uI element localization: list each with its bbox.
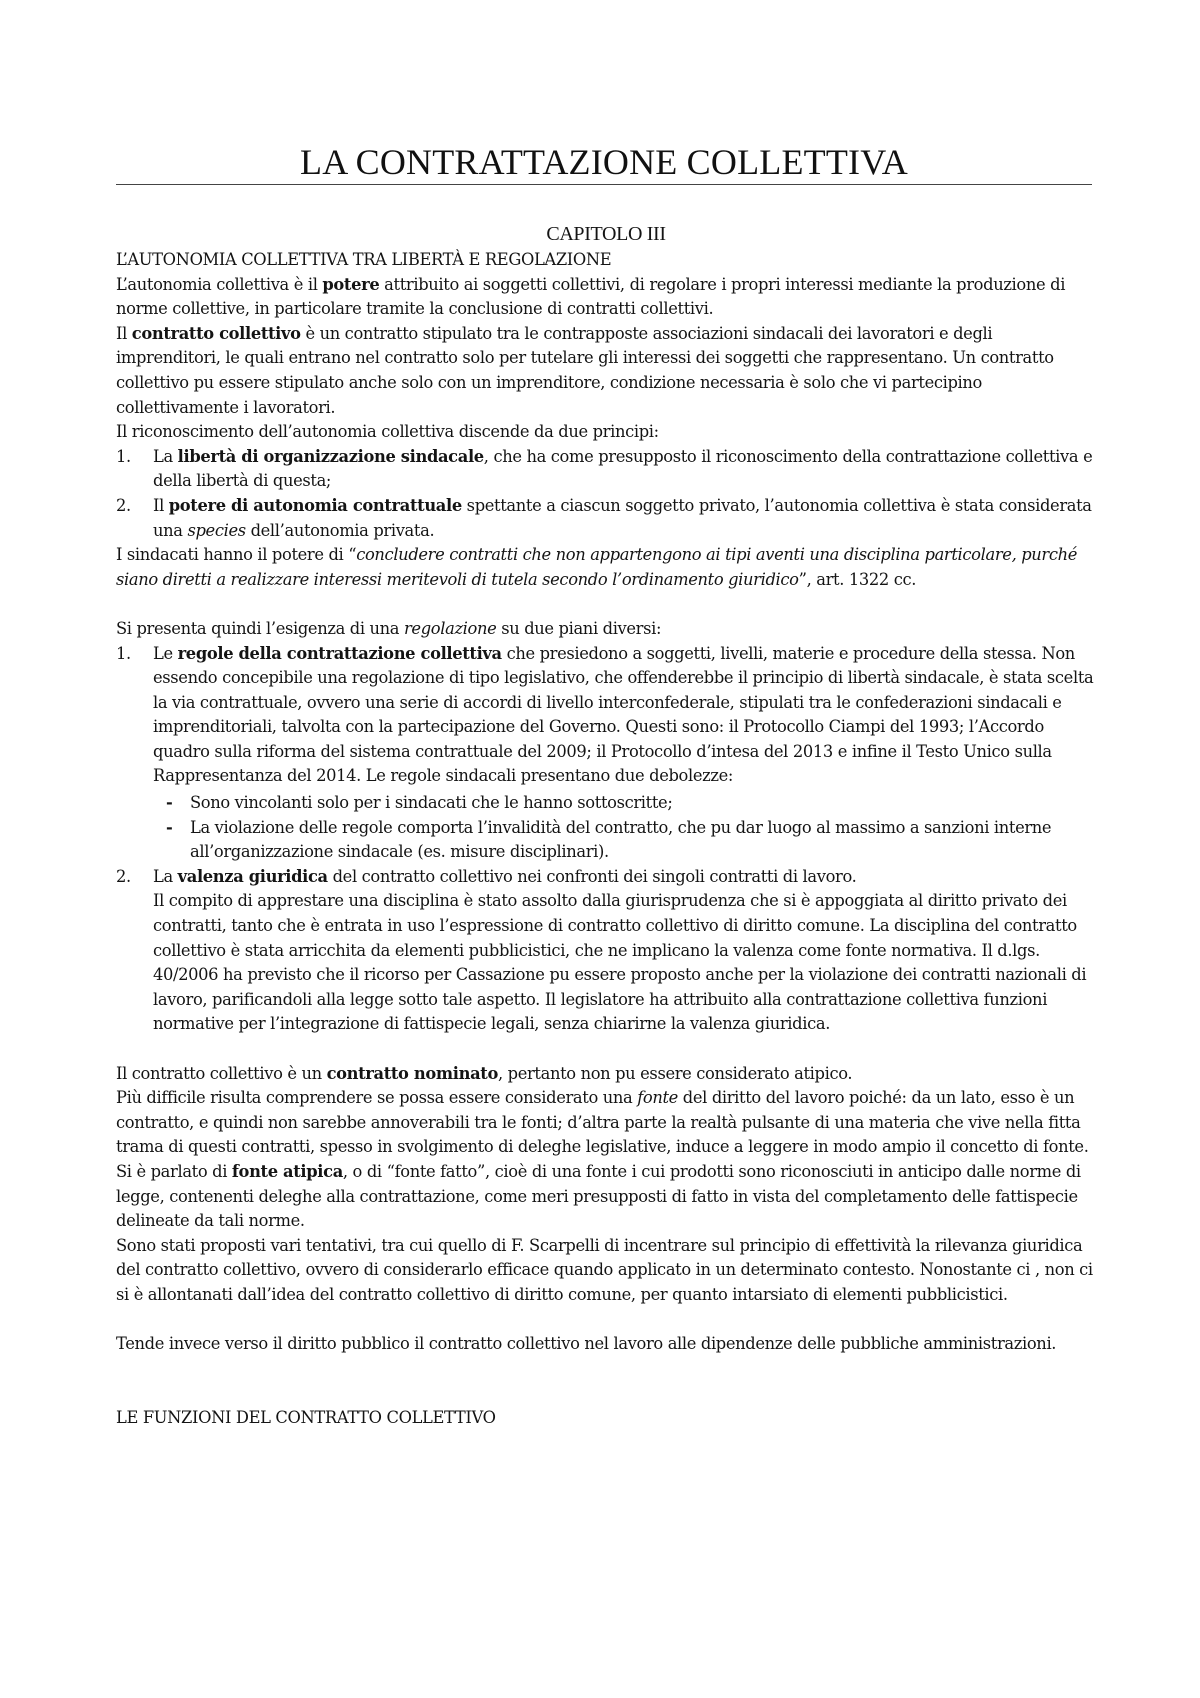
text-run: Si presenta quindi l’esigenza di una — [116, 618, 404, 638]
paragraph-scarpelli: Sono stati proposti vari tentativi, tra cui quello di F. Scarpelli di incentrare sul principio di effettività la rilevanza giuridica del contratto collettivo, ovvero di considerarlo efficace quando applicato in un determinato contesto. Nonostante ci , non ci si è allontanati dall’idea del contratto collettivo di diritto comune, per quanto intarsiato di elementi pubblicistici. — [116, 1235, 1093, 1304]
paragraph-riconoscimento: Il riconoscimento dell’autonomia collettiva discende da due principi: — [116, 422, 659, 442]
bold-term: valenza giuridica — [177, 866, 328, 886]
text-run: La violazione delle regole comporta l’invalidità del contratto, che pu dar luogo al massimo a sanzioni interne all’organizzazione sindacale (es. misure disciplinari). — [190, 817, 1052, 862]
text-run: spettante a ciascun soggetto privato, l’autonomia collettiva è stata considerata una — [153, 495, 1092, 540]
paragraph-art-1322 — [116, 543, 1096, 592]
list-number: 2. — [116, 866, 131, 886]
text-run: La — [153, 446, 178, 466]
dash-bullet: - — [166, 793, 173, 813]
dash-item — [153, 816, 1096, 865]
list-number: 1. — [116, 643, 131, 663]
regulation-list — [116, 642, 1096, 1038]
paragraph-spacer — [116, 1357, 1096, 1382]
text-run: Il contratto collettivo è un — [116, 1063, 327, 1083]
bold-term: potere — [322, 274, 380, 294]
text-run: su due piani diversi: — [496, 618, 662, 638]
text-run: , o di “fonte fatto”, cioè di una fonte i cui prodotti sono riconosciuti in anticipo dalle norme di legge, contenenti deleghe alla contrattazione, come meri presupposti di fatto in vista del completamento delle fattispecie delineate da tali norme. — [116, 1161, 1081, 1231]
text-run: che presiedono a soggetti, livelli, materie e procedure della stessa. Non essendo concepibile una regolazione di tipo legislativo, che offenderebbe il principio di libertà sindacale, è stata scelta la via contrattuale, ovvero una serie di accordi di livello interconfederale, stipulati tra le confederazioni sindacali e imprenditoriali, talvolta con la partecipazione del Governo. Questi sono: il Protocollo Ciampi del 1993; l’Accordo quadro sulla riforma del sistema contrattuale del 2009; il Protocollo d’intesa del 2013 e infine il Testo Unico sulla Rappresentanza del 2014. Le regole sindacali presentano due debolezze: — [153, 643, 1094, 786]
list-item — [116, 642, 1096, 865]
weakness-list — [153, 791, 1096, 865]
document-body — [116, 220, 1096, 1431]
paragraph-spacer — [116, 592, 1096, 617]
text-run: è un contratto stipulato tra le contrapposte associazioni sindacali dei lavoratori e degli imprenditori, le quali entrano nel contratto solo per tutelare gli interessi dei soggetti che rappresentano. Un contratto collettivo pu essere stipulato anche solo con un imprenditore, condizione necessaria è solo che vi partecipino collettivamente i lavoratori. — [116, 323, 1054, 417]
bold-term: contratto nominato — [326, 1063, 498, 1083]
paragraph-spacer — [116, 1308, 1096, 1333]
italic-quote: concludere contratti che non appartengono ai tipi aventi una disciplina particolare, purché siano diretti a realizzare interessi meritevoli di tutela secondo l’ordinamento giuridico — [116, 545, 1078, 589]
paragraph-autonomia — [116, 273, 1096, 322]
italic-term: regolazione — [403, 618, 497, 638]
chapter-heading: CAPITOLO III — [546, 223, 666, 245]
dash-bullet: - — [166, 817, 173, 837]
text-run: , che ha come presupposto il riconoscimento della contrattazione collettiva e della libertà di questa; — [153, 446, 1093, 491]
text-run: Le — [153, 643, 178, 663]
text-run: Il — [153, 495, 169, 515]
bold-term: libertà di organizzazione sindacale — [177, 446, 484, 466]
text-run: dell’autonomia privata. — [245, 520, 435, 540]
list-item — [116, 865, 1096, 1037]
text-run: Sono vincolanti solo per i sindacati che le hanno sottoscritte; — [190, 793, 673, 813]
section-heading: L’AUTONOMIA COLLETTIVA TRA LIBERTÀ E REGOLAZIONE — [116, 250, 612, 269]
italic-term: fonte — [637, 1088, 678, 1108]
paragraph-pubbliche-amministrazioni: Tende invece verso il diritto pubblico il contratto collettivo nel lavoro alle dipendenze delle pubbliche amministrazioni. — [116, 1334, 1057, 1354]
text-run: , pertanto non pu essere considerato atipico. — [497, 1063, 853, 1083]
principles-list — [116, 445, 1096, 543]
text-run: del diritto del lavoro poiché: da un lato, esso è un contratto, e quindi non sarebbe annoverabili tra le fonti; d’altra parte la realtà pulsante di una materia che vive nella fitta trama di questi contratti, spesso in svolgimento di deleghe legislative, induce a leggere in modo ampio il concetto di fonte. Si è parlato di — [116, 1088, 1089, 1181]
text-run: attribuito ai soggetti collettivi, di regolare i propri interessi mediante la produzione di norme collettive, in particolare tramite la conclusione di contratti collettivi. — [116, 274, 1066, 319]
paragraph-regolazione — [116, 617, 1096, 642]
list-item-continuation: Il compito di apprestare una disciplina è stato assolto dalla giurisprudenza che si è appoggiata al diritto privato dei contratti, tanto che è entrata in uso l’espressione di contratto collettivo di diritto comune. La disciplina del contratto collettivo è stata arricchita da elementi pubblicistici, che ne implicano la valenza come fonte normativa. Il d.lgs. 40/2006 ha previsto che il ricorso per Cassazione pu essere proposto anche per la violazione dei contratti nazionali di lavoro, parificandoli alla legge sotto tale aspetto. Il legislatore ha attribuito alla contrattazione collettiva funzioni normative per l’integrazione di fattispecie legali, senza chiarirne la valenza giuridica. — [153, 891, 1087, 1034]
italic-term: species — [187, 520, 246, 540]
paragraph-fonte — [116, 1086, 1096, 1234]
paragraph-contratto-nominato — [116, 1062, 1096, 1087]
text-run: L’autonomia collettiva è il — [116, 274, 323, 294]
title-block — [116, 140, 1092, 185]
text-run: Più difficile risulta comprendere se possa essere considerato una — [116, 1088, 638, 1108]
paragraph-contratto-collettivo — [116, 322, 1096, 420]
bold-term: potere di autonomia contrattuale — [168, 495, 462, 515]
bold-term: regole della contrattazione collettiva — [177, 643, 502, 663]
text-run: I sindacati hanno il potere di “ — [116, 545, 357, 565]
list-number: 2. — [116, 495, 131, 515]
bold-term: contratto collettivo — [131, 323, 301, 343]
document-title: LA CONTRATTAZIONE COLLETTIVA — [300, 142, 908, 182]
list-item — [116, 445, 1096, 494]
dash-item — [153, 791, 1096, 816]
text-run: La — [153, 866, 178, 886]
text-run: ”, art. 1322 cc. — [798, 569, 917, 589]
list-number: 1. — [116, 446, 131, 466]
paragraph-spacer — [116, 1037, 1096, 1062]
paragraph-spacer — [116, 1381, 1096, 1406]
bold-term: fonte atipica — [231, 1161, 343, 1181]
text-run: Il — [116, 323, 132, 343]
next-section-heading: LE FUNZIONI DEL CONTRATTO COLLETTIVO — [116, 1407, 496, 1427]
list-item — [116, 494, 1096, 543]
text-run: del contratto collettivo nei confronti dei singoli contratti di lavoro. — [327, 866, 857, 886]
